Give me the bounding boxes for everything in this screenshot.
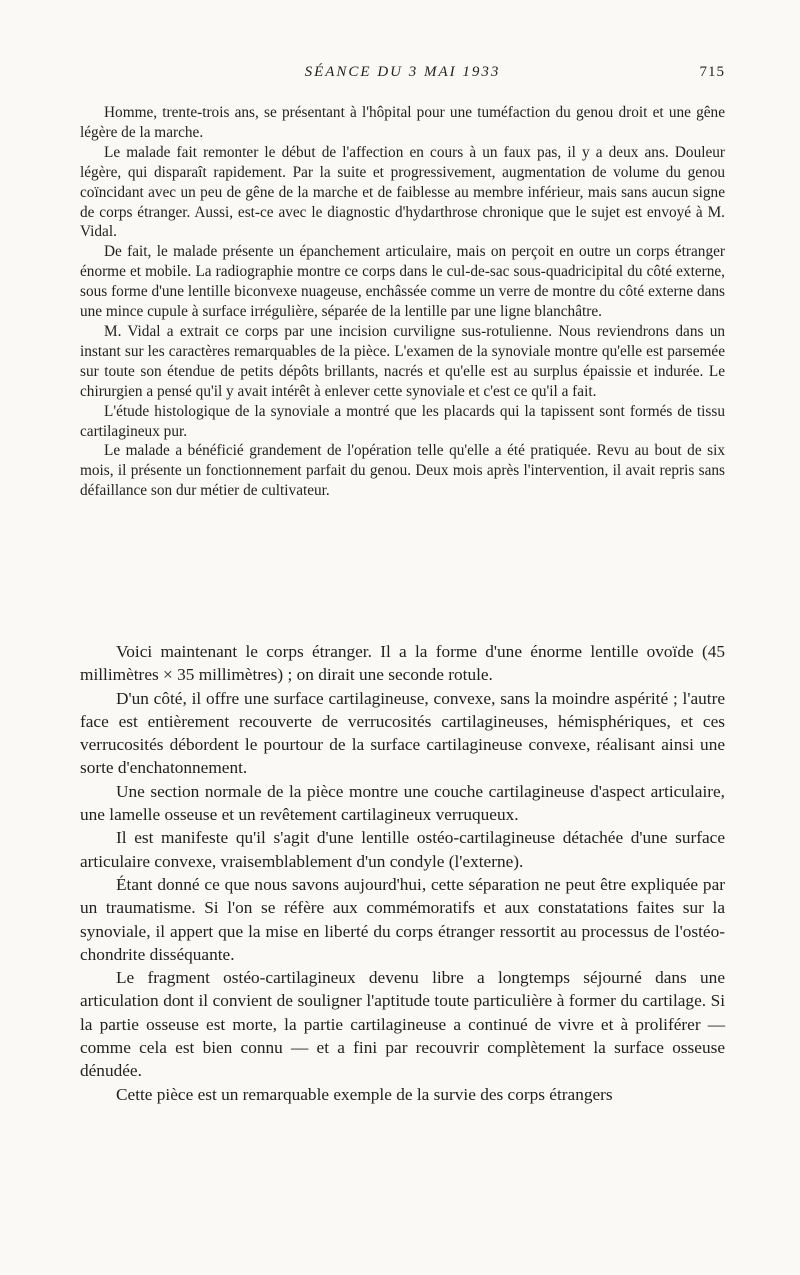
paragraph-outcome: Le malade a bénéficié grandement de l'opération telle qu'elle a été pratiquée. Revu au bout de six mois, il présente un fonctionnement parfait du genou. Deux mois après l'intervention, il avait repris sans défaillance son dur métier de cultivateur. [80,442,725,500]
paragraph-conclusion: Cette pièce est un remarquable exemple de la survie des corps étrangers [116,1084,613,1104]
page-header [80,64,725,86]
paragraph-fragment-fate: Le fragment ostéo-cartilagineux devenu libre a longtemps séjourné dans une articulation dont il convient de souligner l'aptitude toute particulière à former du cartilage. Si la partie osseuse est morte, la partie cartilagineuse a continué de vivre et à proliférer — comme cela est bien connu — et a fini par recouvrir complètement la surface osseuse dénudée. [80,968,725,1081]
running-title: SÉANCE DU 3 MAI 1933 [304,64,501,80]
paragraph-operation: M. Vidal a extrait ce corps par une incision curviligne sus-rotulienne. Nous reviendrons dans un instant sur les caractères remarquables de la pièce. L'examen de la synoviale montre qu'elle est parsemée sur toute son étendue de petits dépôts brillants, nacrés et qu'elle est au surplus épaissie et indurée. Le chirurgien a pensé qu'il y avait intérêt à enlever cette synoviale et c'est ce qu'il a fait. [80,322,725,400]
paragraph-origin: Il est manifeste qu'il s'agit d'une lentille ostéo-cartilagineuse détachée d'une surface articulaire convexe, vraisemblablement d'un condyle (l'externe). [80,828,725,871]
paragraph-section-description: Une section normale de la pièce montre une couche cartilagineuse d'aspect articulaire, une lamelle osseuse et un revêtement cartilagineux verruqueux. [80,781,725,825]
paragraph-histology: L'étude histologique de la synoviale a montré que les placards qui la tapissent sont formés de tissu cartilagineux pur. [80,402,725,440]
paragraph-history: Le malade fait remonter le début de l'affection en cours à un faux pas, il y a deux ans. Douleur légère, qui disparaît rapidement. Par la suite et progressivement, augmentation de volume du genou coïncidant avec un peu de gêne de la marche et de faiblesse au membre inférieur, mais sans aucun signe de corps étranger. Aussi, est-ce avec le diagnostic d'hydarthrose chronique que le sujet est envoyé à M. Vidal. [80,143,725,241]
page-number: 715 [699,64,725,80]
paragraph-foreign-body: Voici maintenant le corps étranger. Il a la forme d'une énorme lentille ovoïde (45 millimètres × 35 millimètres) ; on dirait une seconde rotule. [80,642,725,685]
discussion-section [80,640,725,1106]
case-report-section [80,103,725,501]
paragraph-mechanism: Étant donné ce que nous savons aujourd'hui, cette séparation ne peut être expliquée par un traumatisme. Si l'on se réfère aux commémoratifs et aux constatations faites sur la synoviale, il appert que la mise en liberté du corps étranger ressortit au processus de l'ostéo-chondrite disséquante. [80,874,725,964]
paragraph-examination: De fait, le malade présente un épanchement articulaire, mais on perçoit en outre un corps étranger énorme et mobile. La radiographie montre ce corps dans le cul-de-sac sous-quadricipital du côté externe, sous forme d'une lentille biconvexe nuageuse, enchâssée comme un verre de montre du côté externe dans une mince cupule à surface irrégulière, séparée de la lentille par une ligne blanchâtre. [80,243,725,321]
paragraph-surface-description: D'un côté, il offre une surface cartilagineuse, convexe, sans la moindre aspérité ; l'autre face est entièrement recouverte de verrucosités cartilagineuses, hémisphériques, et ces verrucosités débordent le pourtour de la surface cartilagineuse convexe, réalisant ainsi une sorte d'enchatonnement. [80,688,725,778]
paragraph-patient-presentation: Homme, trente-trois ans, se présentant à l'hôpital pour une tuméfaction du genou droit et une gêne légère de la marche. [80,104,725,141]
